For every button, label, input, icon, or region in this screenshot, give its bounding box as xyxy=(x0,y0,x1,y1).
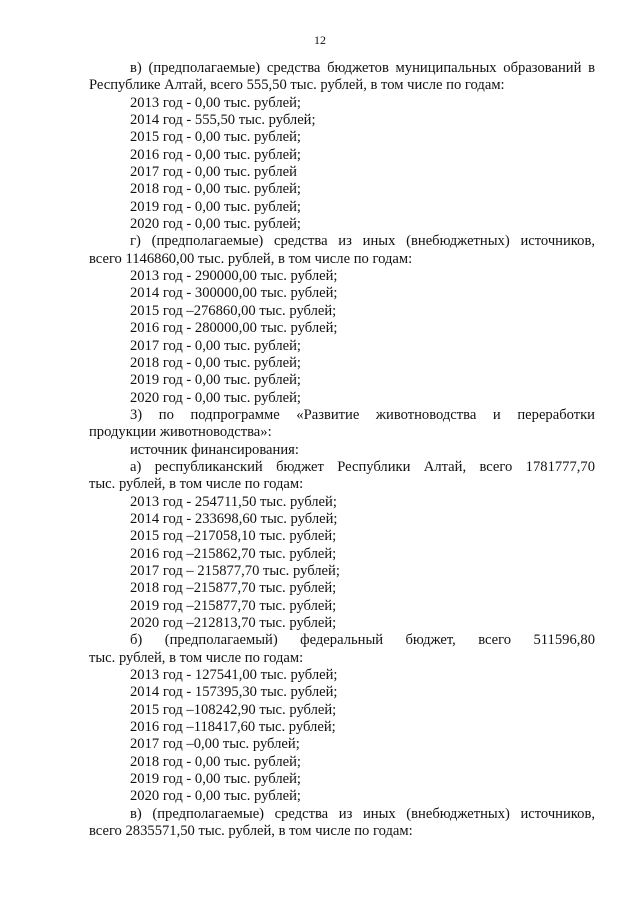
text-line: всего 2835571,50 тыс. рублей, в том числе по годам: xyxy=(89,823,413,840)
text-line: г) (предполагаемые) средства из иных (внебюджетных) источников, xyxy=(130,233,595,250)
text-line: 2019 год - 0,00 тыс. рублей; xyxy=(130,198,301,215)
text-line: 2017 год –0,00 тыс. рублей; xyxy=(130,736,300,753)
text-line: 2017 год - 0,00 тыс. рублей; xyxy=(130,337,301,354)
text-line: в) (предполагаемые) средства бюджетов муниципальных образований в xyxy=(130,60,595,76)
text-line: 2019 год –215877,70 тыс. рублей; xyxy=(130,597,337,614)
text-line: 2013 год - 127541,00 тыс. рублей; xyxy=(130,667,338,684)
text-line: 2020 год - 0,00 тыс. рублей; xyxy=(130,788,301,805)
text-line: Республике Алтай, всего 555,50 тыс. рублей, в том числе по годам: xyxy=(89,77,505,94)
text-line: 2020 год - 0,00 тыс. рублей; xyxy=(130,389,301,406)
text-line: 2016 год –215862,70 тыс. рублей; xyxy=(130,545,337,562)
text-line: 2015 год –108242,90 тыс. рублей; xyxy=(130,701,337,718)
text-line: тыс. рублей, в том числе по годам: xyxy=(89,476,304,493)
text-line: 2014 год - 300000,00 тыс. рублей; xyxy=(130,285,338,302)
text-line: 2017 год - 0,00 тыс. рублей xyxy=(130,164,297,181)
text-line: 2020 год - 0,00 тыс. рублей; xyxy=(130,216,301,233)
text-line: а) республиканский бюджет Республики Алтай, всего 1781777,70 xyxy=(130,458,595,475)
text-line: 2013 год - 254711,50 тыс. рублей; xyxy=(130,493,337,510)
text-line: источник финансирования: xyxy=(130,441,299,458)
text-line: 2016 год - 280000,00 тыс. рублей; xyxy=(130,320,338,337)
text-line: 2013 год - 0,00 тыс. рублей; xyxy=(130,94,301,111)
text-line: 2015 год –217058,10 тыс. рублей; xyxy=(130,528,337,545)
text-line: 2018 год - 0,00 тыс. рублей; xyxy=(130,753,301,770)
text-line: всего 1146860,00 тыс. рублей, в том числе по годам: xyxy=(89,250,413,267)
text-line: 2016 год - 0,00 тыс. рублей; xyxy=(130,146,301,163)
text-line: 2014 год - 157395,30 тыс. рублей; xyxy=(130,684,338,701)
text-line: тыс. рублей, в том числе по годам: xyxy=(89,649,304,666)
text-line: 3) по подпрограмме «Развитие животноводства и переработки xyxy=(130,406,595,423)
text-line: 2018 год –215877,70 тыс. рублей; xyxy=(130,580,337,597)
text-line: 2014 год - 233698,60 тыс. рублей; xyxy=(130,510,338,527)
text-line: 2014 год - 555,50 тыс. рублей; xyxy=(130,112,316,129)
text-line: 2019 год - 0,00 тыс. рублей; xyxy=(130,771,301,788)
text-line: продукции животноводства»: xyxy=(89,424,272,441)
text-line: 2016 год –118417,60 тыс. рублей; xyxy=(130,719,336,736)
document-body xyxy=(89,60,595,840)
page-number: 12 xyxy=(314,33,326,47)
text-line: в) (предполагаемые) средства из иных (внебюджетных) источников, xyxy=(130,805,595,822)
text-line: 2017 год – 215877,70 тыс. рублей; xyxy=(130,562,340,579)
text-line: 2018 год - 0,00 тыс. рублей; xyxy=(130,354,301,371)
text-line: 2020 год –212813,70 тыс. рублей; xyxy=(130,615,337,631)
text-line: 2019 год - 0,00 тыс. рублей; xyxy=(130,372,301,389)
text-line: 2013 год - 290000,00 тыс. рублей; xyxy=(130,268,338,285)
text-line: 2018 год - 0,00 тыс. рублей; xyxy=(130,181,301,198)
text-line: 2015 год –276860,00 тыс. рублей; xyxy=(130,302,337,319)
text-line: 2015 год - 0,00 тыс. рублей; xyxy=(130,129,301,146)
text-line: б) (предполагаемый) федеральный бюджет, всего 511596,80 xyxy=(130,632,595,649)
